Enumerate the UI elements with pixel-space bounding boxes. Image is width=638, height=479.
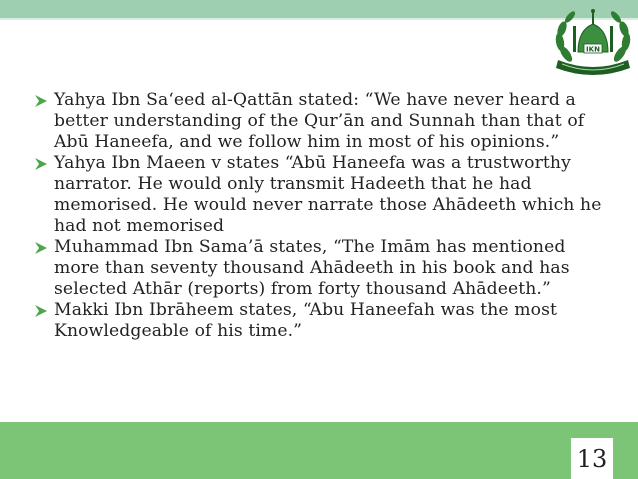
bullet-item: [34, 90, 604, 153]
arrow-bullet-icon: [34, 157, 48, 171]
arrow-bullet-icon: [34, 241, 48, 255]
footer-band: [0, 422, 638, 479]
logo-text: IKN: [586, 45, 600, 54]
page-number: 13: [571, 438, 613, 479]
bullet-text: Yahya Ibn Maeen v states “Abū Haneefa was a trustworthy narrator. He would only transmit Hadeeth that he had memorised. He would never narrate those Ahādeeth which he had not memorised: [54, 153, 602, 236]
arrow-bullet-icon: [34, 94, 48, 108]
top-band: [0, 0, 638, 20]
top-band-stripe: [0, 18, 638, 20]
ikn-crest-logo: [548, 2, 638, 82]
bullet-text: Makki Ibn Ibrāheem states, “Abu Haneefah was the most Knowledgeable of his time.”: [54, 300, 558, 341]
bullet-text: Muhammad Ibn Sama’ā states, “The Imām has mentioned more than seventy thousand Ahādeeth in his book and has selected Athār (reports) from forty thousand Ahādeeth.”: [54, 237, 570, 299]
bullet-item: [34, 300, 604, 342]
bullet-text: Yahya Ibn Sa‘eed al-Qattān stated: “We have never heard a better understanding of the Qur’ān and Sunnah than that of Abū Haneefa, and we follow him in most of his opinions.”: [54, 90, 585, 152]
bullet-item: [34, 153, 604, 237]
bullet-list: [34, 90, 604, 342]
bullet-item: [34, 237, 604, 300]
arrow-bullet-icon: [34, 304, 48, 318]
